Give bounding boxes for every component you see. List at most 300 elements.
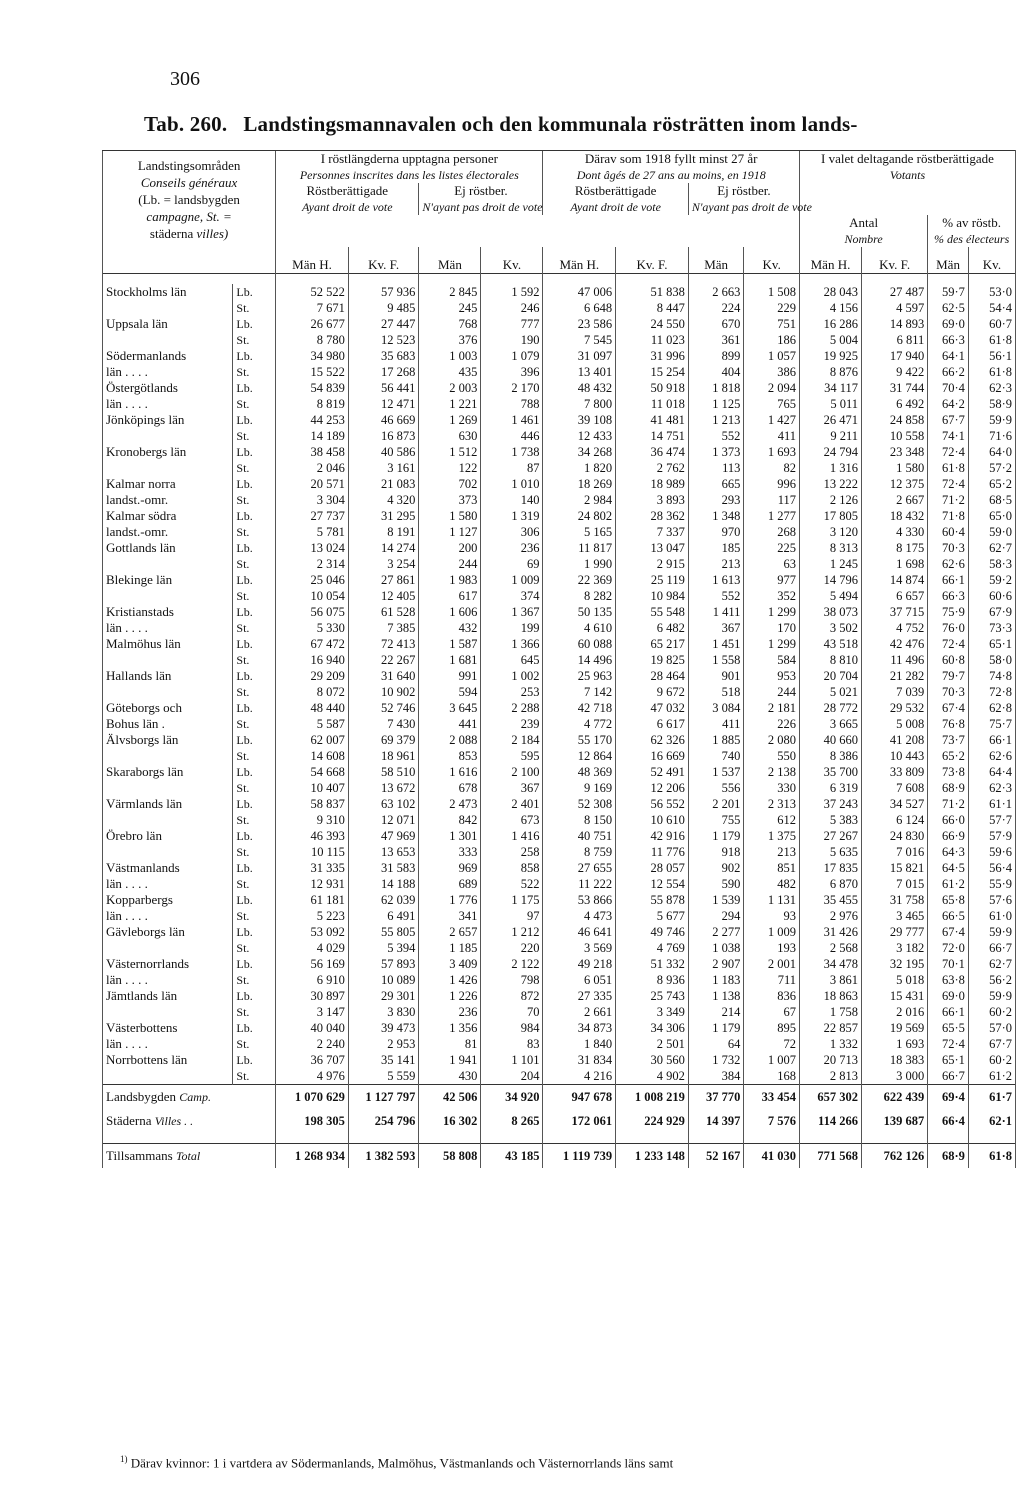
value-cell: 755 [688,812,744,828]
value-cell: 901 [688,668,744,684]
total-value-cell: 254 796 [348,1109,419,1133]
value-cell: 768 [419,316,481,332]
value-cell: 186 [744,332,800,348]
table-row [103,1052,1016,1068]
value-cell: 15 254 [616,364,689,380]
value-cell: 2 845 [419,284,481,300]
total-value-cell: 52 167 [688,1144,744,1169]
value-cell: 522 [481,876,543,892]
total-value-cell: 68·9 [928,1144,969,1169]
value-cell: 39 108 [543,412,616,428]
table-row [103,540,1016,556]
value-cell: 5 383 [799,812,861,828]
value-cell: 30 897 [276,988,349,1004]
stub-header-sv: Landstingsområden [137,157,241,173]
value-cell: 1 820 [543,460,616,476]
value-cell: 14 874 [861,572,927,588]
value-cell: 52 746 [348,700,419,716]
value-cell: 199 [481,620,543,636]
value-cell: 2 094 [744,380,800,396]
area-type: Lb. [233,668,276,684]
value-cell: 66·7 [928,1068,969,1085]
area-type: St. [233,332,276,348]
value-cell: 34 478 [799,956,861,972]
value-cell: 27 737 [276,508,349,524]
value-cell: 630 [419,428,481,444]
value-cell: 93 [744,908,800,924]
g1-eligible-header: Röstberättigade Ayant droit de vote [276,183,419,215]
value-cell: 612 [744,812,800,828]
value-cell: 67·4 [928,700,969,716]
value-cell: 3 502 [799,620,861,636]
district-name: Jönköpings län [103,412,233,428]
value-cell: 361 [688,332,744,348]
district-name: Göteborgs och [103,700,233,716]
value-cell: 34 980 [276,348,349,364]
value-cell: 25 743 [616,988,689,1004]
value-cell: 5 008 [861,716,927,732]
value-cell: 798 [481,972,543,988]
value-cell: 66·0 [928,812,969,828]
value-cell: 7 800 [543,396,616,412]
table-row [103,1068,1016,1085]
value-cell: 253 [481,684,543,700]
value-cell: 57·7 [968,812,1015,828]
value-cell: 14 751 [616,428,689,444]
area-type: Lb. [233,828,276,844]
district-name: Skaraborgs län [103,764,233,780]
value-cell: 56 075 [276,604,349,620]
value-cell: 6 870 [799,876,861,892]
value-cell: 702 [419,476,481,492]
value-cell: 3 349 [616,1004,689,1020]
value-cell: 8 386 [799,748,861,764]
value-cell: 1 606 [419,604,481,620]
value-cell: 21 083 [348,476,419,492]
area-type: St. [233,300,276,316]
area-type: Lb. [233,572,276,588]
value-cell: 56 552 [616,796,689,812]
value-cell: 220 [481,940,543,956]
value-cell: 71·6 [968,428,1015,444]
area-type: Lb. [233,444,276,460]
area-type: St. [233,716,276,732]
value-cell: 70·1 [928,956,969,972]
value-cell: 168 [744,1068,800,1085]
area-type: Lb. [233,892,276,908]
value-cell: 1 038 [688,940,744,956]
value-cell: 9 672 [616,684,689,700]
value-cell: 56·1 [968,348,1015,364]
value-cell: 1 616 [419,764,481,780]
value-cell: 11 776 [616,844,689,860]
value-cell: 22 267 [348,652,419,668]
value-cell: 23 348 [861,444,927,460]
value-cell: 3 645 [419,700,481,716]
value-cell: 645 [481,652,543,668]
value-cell: 5 004 [799,332,861,348]
value-cell: 788 [481,396,543,412]
unit-header-row [103,247,1016,274]
value-cell: 2 473 [419,796,481,812]
value-cell: 68·9 [928,780,969,796]
group3-header-fr: Votants [889,168,926,182]
value-cell: 66·5 [928,908,969,924]
area-type: St. [233,748,276,764]
value-cell: 29 301 [348,988,419,1004]
value-cell: 1 537 [688,764,744,780]
area-type: Lb. [233,316,276,332]
value-cell: 12 071 [348,812,419,828]
value-cell: 62·7 [968,956,1015,972]
total-label-fr: Total [175,1149,201,1163]
value-cell: 25 963 [543,668,616,684]
area-type: St. [233,844,276,860]
value-cell: 246 [481,300,543,316]
value-cell: 9 211 [799,428,861,444]
value-cell: 2 088 [419,732,481,748]
value-cell: 34 268 [543,444,616,460]
value-cell: 31 640 [348,668,419,684]
value-cell: 48 369 [543,764,616,780]
col-women: Kv. [481,247,543,274]
area-type: St. [233,652,276,668]
group2-header-fr: Dont âgés de 27 ans au moins, en 1918 [576,168,766,182]
value-cell: 17 805 [799,508,861,524]
col-women: Kv. [744,247,800,274]
value-cell: 185 [688,540,744,556]
value-cell: 73·8 [928,764,969,780]
value-cell: 4 902 [616,1068,689,1085]
value-cell: 1 840 [543,1036,616,1052]
value-cell: 18 383 [861,1052,927,1068]
value-cell: 27 447 [348,316,419,332]
value-cell: 293 [688,492,744,508]
value-cell: 61 528 [348,604,419,620]
value-cell: 2 953 [348,1036,419,1052]
value-cell: 62·8 [968,700,1015,716]
value-cell: 1 299 [744,604,800,620]
value-cell: 435 [419,364,481,380]
value-cell: 8 072 [276,684,349,700]
value-cell: 1 212 [481,924,543,940]
total-value-cell: 172 061 [543,1109,616,1133]
value-cell: 1 332 [799,1036,861,1052]
table-row [103,620,1016,636]
value-cell: 4 610 [543,620,616,636]
value-cell: 61·8 [968,364,1015,380]
value-cell: 12 931 [276,876,349,892]
value-cell: 5 018 [861,972,927,988]
value-cell: 75·7 [968,716,1015,732]
value-cell: 6 051 [543,972,616,988]
value-cell: 69 [481,556,543,572]
value-cell: 48 440 [276,700,349,716]
value-cell: 1 983 [419,572,481,588]
total-value-cell: 1 008 219 [616,1085,689,1110]
value-cell: 36 474 [616,444,689,460]
area-type: St. [233,460,276,476]
value-cell: 60·2 [968,1004,1015,1020]
value-cell: 396 [481,364,543,380]
value-cell: 19 569 [861,1020,927,1036]
table-row [103,1004,1016,1020]
value-cell: 14 796 [799,572,861,588]
area-type: Lb. [233,412,276,428]
value-cell: 1 299 [744,636,800,652]
value-cell: 68·5 [968,492,1015,508]
value-cell: 2 277 [688,924,744,940]
area-type: St. [233,940,276,956]
district-name: Älvsborgs län [103,732,233,748]
value-cell: 12 523 [348,332,419,348]
value-cell: 64·3 [928,844,969,860]
district-name-cont [103,556,233,572]
value-cell: 899 [688,348,744,364]
value-cell: 9 485 [348,300,419,316]
value-cell: 1 319 [481,508,543,524]
value-cell: 918 [688,844,744,860]
district-name-cont [103,684,233,700]
value-cell: 69 379 [348,732,419,748]
value-cell: 67·4 [928,924,969,940]
value-cell: 56 169 [276,956,349,972]
value-cell: 670 [688,316,744,332]
value-cell: 62·6 [928,556,969,572]
value-cell: 2 184 [481,732,543,748]
value-cell: 7 039 [861,684,927,700]
value-cell: 5 635 [799,844,861,860]
total-value-cell: 1 070 629 [276,1085,349,1110]
value-cell: 31 744 [861,380,927,396]
value-cell: 751 [744,316,800,332]
value-cell: 550 [744,748,800,764]
value-cell: 1 221 [419,396,481,412]
value-cell: 7 608 [861,780,927,796]
value-cell: 5 677 [616,908,689,924]
value-cell: 76·0 [928,620,969,636]
value-cell: 13 401 [543,364,616,380]
value-cell: 2 181 [744,700,800,716]
value-cell: 1 183 [688,972,744,988]
total-value-cell: 114 266 [799,1109,861,1133]
area-type: Lb. [233,796,276,812]
total-row [103,1144,1016,1169]
value-cell: 16 940 [276,652,349,668]
table-row [103,844,1016,860]
value-cell: 224 [688,300,744,316]
value-cell: 55·9 [968,876,1015,892]
value-cell: 27 267 [799,828,861,844]
value-cell: 258 [481,844,543,860]
value-cell: 552 [688,588,744,604]
value-cell: 49 218 [543,956,616,972]
value-cell: 37 715 [861,604,927,620]
value-cell: 27 335 [543,988,616,1004]
value-cell: 49 746 [616,924,689,940]
table-row [103,444,1016,460]
value-cell: 46 669 [348,412,419,428]
value-cell: 432 [419,620,481,636]
g1-not-eligible-header: Ej röstber. N'ayant pas droit de vote [419,183,543,215]
value-cell: 969 [419,860,481,876]
district-name-cont [103,588,233,604]
value-cell: 229 [744,300,800,316]
value-cell: 3 254 [348,556,419,572]
area-type: St. [233,524,276,540]
value-cell: 6 482 [616,620,689,636]
value-cell: 2 122 [481,956,543,972]
value-cell: 1 010 [481,476,543,492]
value-cell: 1 009 [744,924,800,940]
value-cell: 244 [744,684,800,700]
total-value-cell: 61·7 [968,1085,1015,1110]
value-cell: 71·2 [928,492,969,508]
total-label-sv: Landsbygden [106,1089,177,1104]
value-cell: 56 441 [348,380,419,396]
value-cell: 5 781 [276,524,349,540]
value-cell: 1 990 [543,556,616,572]
value-cell: 27 487 [861,284,927,300]
district-name-cont: landst.-omr. [103,524,233,540]
value-cell: 6 491 [348,908,419,924]
value-cell: 14 893 [861,316,927,332]
value-cell: 1 277 [744,508,800,524]
value-cell: 72·4 [928,444,969,460]
value-cell: 1 416 [481,828,543,844]
value-cell: 18 269 [543,476,616,492]
district-name-cont: län . . . . [103,876,233,892]
value-cell: 59·9 [968,412,1015,428]
value-cell: 1 125 [688,396,744,412]
value-cell: 57·9 [968,828,1015,844]
value-cell: 376 [419,332,481,348]
value-cell: 60·8 [928,652,969,668]
value-cell: 25 119 [616,572,689,588]
district-name: Värmlands län [103,796,233,812]
value-cell: 41 481 [616,412,689,428]
value-cell: 2 663 [688,284,744,300]
value-cell: 28 772 [799,700,861,716]
value-cell: 57 936 [348,284,419,300]
value-cell: 13 024 [276,540,349,556]
value-cell: 6 319 [799,780,861,796]
value-cell: 21 282 [861,668,927,684]
value-cell: 58·9 [968,396,1015,412]
value-cell: 1 226 [419,988,481,1004]
value-cell: 82 [744,460,800,476]
value-cell: 3 409 [419,956,481,972]
value-cell: 6 910 [276,972,349,988]
table-row [103,812,1016,828]
value-cell: 14 188 [348,876,419,892]
value-cell: 61·2 [968,1068,1015,1085]
district-name-cont: landst.-omr. [103,492,233,508]
value-cell: 1 592 [481,284,543,300]
value-cell: 52 308 [543,796,616,812]
value-cell: 1 366 [481,636,543,652]
value-cell: 239 [481,716,543,732]
district-name: Blekinge län [103,572,233,588]
value-cell: 48 432 [543,380,616,396]
value-cell: 2 138 [744,764,800,780]
value-cell: 10 443 [861,748,927,764]
total-value-cell: 622 439 [861,1085,927,1110]
value-cell: 65·2 [968,476,1015,492]
group2-header: Därav som 1918 fyllt minst 27 år Dont âgés de 27 ans au moins, en 1918 [543,151,800,184]
total-value-cell: 62·1 [968,1109,1015,1133]
value-cell: 31 758 [861,892,927,908]
value-cell: 294 [688,908,744,924]
value-cell: 58 510 [348,764,419,780]
value-cell: 13 047 [616,540,689,556]
value-cell: 4 330 [861,524,927,540]
value-cell: 27 655 [543,860,616,876]
value-cell: 4 752 [861,620,927,636]
value-cell: 40 586 [348,444,419,460]
value-cell: 17 268 [348,364,419,380]
value-cell: 3 569 [543,940,616,956]
value-cell: 18 961 [348,748,419,764]
value-cell: 2 001 [744,956,800,972]
district-name: Malmöhus län [103,636,233,652]
district-name-cont [103,332,233,348]
value-cell: 1 885 [688,732,744,748]
value-cell: 1 375 [744,828,800,844]
value-cell: 2 915 [616,556,689,572]
value-cell: 895 [744,1020,800,1036]
district-name-cont: län . . . . [103,972,233,988]
value-cell: 2 288 [481,700,543,716]
value-cell: 446 [481,428,543,444]
district-name-cont [103,1068,233,1085]
table-row [103,412,1016,428]
value-cell: 5 011 [799,396,861,412]
value-cell: 12 375 [861,476,927,492]
value-cell: 8 313 [799,540,861,556]
value-cell: 836 [744,988,800,1004]
value-cell: 2 003 [419,380,481,396]
value-cell: 35 455 [799,892,861,908]
value-cell: 341 [419,908,481,924]
value-cell: 64·1 [928,348,969,364]
value-cell: 66·3 [928,588,969,604]
district-name: Kristianstads [103,604,233,620]
value-cell: 16 286 [799,316,861,332]
value-cell: 72·4 [928,476,969,492]
value-cell: 3 147 [276,1004,349,1020]
table-row [103,524,1016,540]
table-row [103,652,1016,668]
value-cell: 5 021 [799,684,861,700]
value-cell: 590 [688,876,744,892]
value-cell: 8 936 [616,972,689,988]
district-name: Östergötlands [103,380,233,396]
total-value-cell: 8 265 [481,1109,543,1133]
total-value-cell: 7 576 [744,1109,800,1133]
value-cell: 14 274 [348,540,419,556]
value-cell: 30 560 [616,1052,689,1068]
value-cell: 1 185 [419,940,481,956]
value-cell: 62·6 [968,748,1015,764]
value-cell: 3 161 [348,460,419,476]
district-name-cont: län . . . . [103,908,233,924]
value-cell: 367 [481,780,543,796]
value-cell: 996 [744,476,800,492]
value-cell: 87 [481,460,543,476]
value-cell: 64 [688,1036,744,1052]
value-cell: 62·7 [968,540,1015,556]
